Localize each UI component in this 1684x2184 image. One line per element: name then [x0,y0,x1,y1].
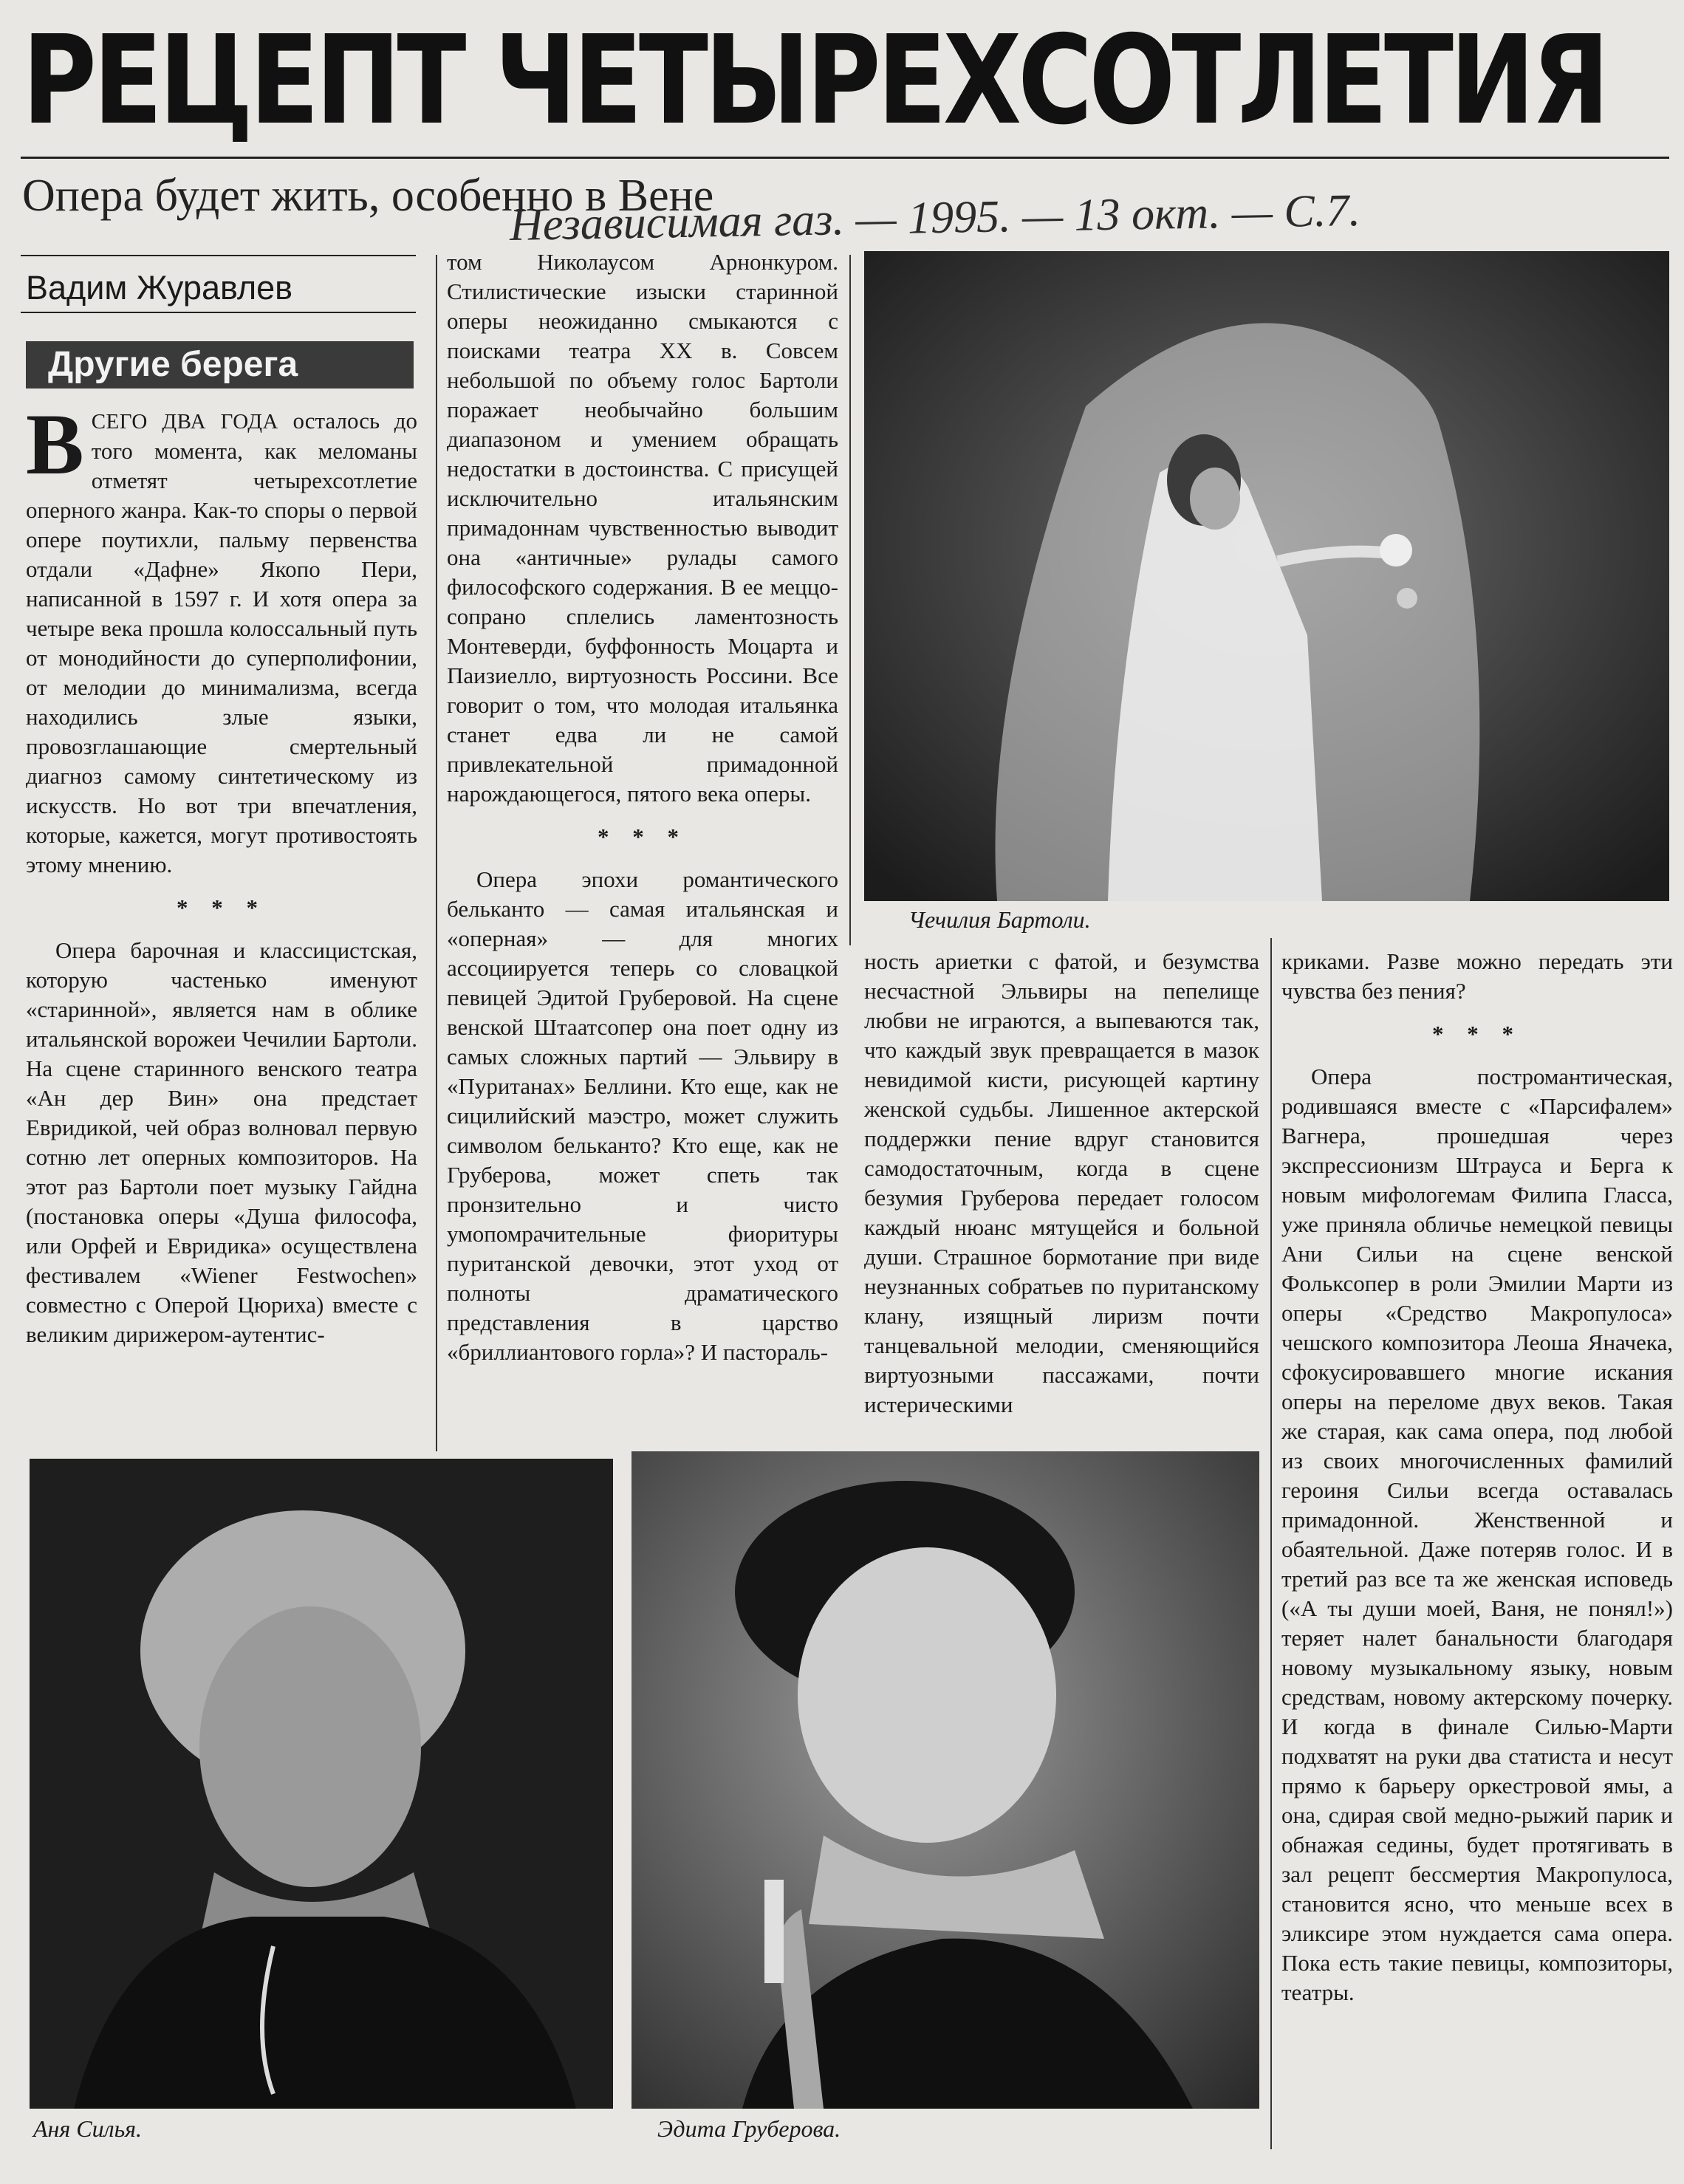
byline: Вадим Журавлев [26,269,293,307]
headline-rule [21,157,1669,159]
column-4-paragraph-2: Опера постромантическая, родившаяся вместе с «Парсифалем» Вагнера, прошедшая через экспрессионизм Штрауса и Берга к новым мифологемам Филипа Гласса, уже приняла обличье немецкой певицы Ани Сильи на сцене венской Фольксопер в роли Эмилии Марти из оперы «Средство Макропулоса» чешского композитора Леоша Яначека, сфокусировавшего многие искания оперы на переломе двух веков. Такая же старая, как сама опера, под любой из своих многочисленных фамилий героиня Сильи всегда оставалась примадонной. Женственной и обаятельной. Даже потеряв голос. И в третий раз все та же женская исповедь («А ты души моей, Ваня, не понял!») теряет налет банальности благодаря новому музыкальному языку, новым средствам, новому актерскому почерку. И когда в финале Силью-Марти подхватят на руки два статиста и несут прямо к барьеру оркестровой ямы, а она, сдирая свой медно-рыжий парик и обнажая седины, будет протягивать в зал рецепт бессмертия Макропулоса, становится ясно, что меньше всех в эликсире этом нуждается сама опера. Пока есть такие певицы, композиторы, театры. [1281,1064,1673,2005]
headline: РЕЦЕПТ ЧЕТЫРЕХСОТЛЕТИЯ [22,10,1606,152]
photo-anja-silja [30,1459,613,2109]
column-1-paragraph-2: Опера барочная и классицистская, которую частенько именуют «старинной», является нам в облике итальянской ворожеи Чечилии Бартоли. На сцене старинного венского театра «Ан дер Вин» она предстает Евридикой, чей образ волновал первую сотню лет оперных композиторов. На этот раз Бартоли поет музыку Гайдна (постановка оперы «Душа философа, или Орфей и Евридика» осуществлена фестивалем «Wiener Festwochen» совместно с Оперой Цюриха) вместе с великим дирижером-аутентис- [26,937,417,1347]
byline-rule-top [21,255,416,256]
handwritten-note: Независимая газ. — 1995. — 13 окт. — С.7. [509,185,1361,251]
subheadline: Опера будет жить, особенно в Вене [22,171,714,221]
column-rule-3 [1270,938,1272,2149]
rubric-label: Другие берега [26,341,414,388]
lead-caps: СЕГО ДВА ГОДА [91,410,278,434]
caption-bartoli: Чечилия Бартоли. [908,906,1091,933]
section-separator: * * * [598,824,688,849]
silja-photo-image [30,1459,613,2109]
byline-rule-bottom [21,312,416,313]
caption-gruberova: Эдита Груберова. [657,2115,841,2142]
gruberova-photo-image [632,1451,1259,2109]
article-column-4 [1281,947,1673,2151]
photo-cecilia-bartoli [864,251,1669,901]
column-3-paragraph-1: ность ариетки с фатой, и безумства несчастной Эльвиры на пепелище любви не играются, а выпеваются так, что каждый звук превращается в мазок невидимой кисти, рисующей картину женской судьбы. Лишенное актерской поддержки пение вдруг становится самодостаточным, когда в сцене безумия Груберова передает голосом каждый нюанс мятущейся и больной души. Страшное бормотание при виде неузнанных собратьев по пуританскому клану, изящный лиризм почти танцевальной мелодии, сменяющийся виртуозными пассажами, почти истерическими [864,948,1259,1417]
article-column-2 [447,247,838,1444]
column-rule-1 [436,255,437,1451]
photo-edita-gruberova [632,1451,1259,2109]
column-4-paragraph-1: криками. Разве можно передать эти чувства без пения? [1281,948,1673,1004]
column-2-paragraph-2: Опера эпохи романтического бельканто — самая итальянская и «оперная» — для многих ассоциируется теперь со словацкой певицей Эдитой Груберовой. На сцене венской Штаатсопер она поет одну из самых сложных партий — Эльвиру в «Пуританах» Беллини. Кто еще, как не сицилийский маэстро, может служить символом бельканто? Кто еще, как не Груберова, может спеть так пронзительно и чисто умопомрачительные фиоритуры пуританской девочки, этот уход от полноты драматического представления в царство «бриллиантового горла»? И пастораль- [447,866,838,1365]
article-column-3 [864,947,1259,1460]
bartoli-photo-image [864,251,1669,901]
section-separator: * * * [177,894,267,920]
article-column-1 [26,406,417,1448]
column-2-paragraph-1: том Николаусом Арнонкуром. Стилистические изыски старинной оперы неожиданно смыкаются с поисками театра XX в. Совсем небольшой по объему голос Бартоли поражает необычайно большим диапазоном и умением обращать недостатки в достоинства. С присущей исключительно итальянским примадоннам чувственностью выводит она «античные» рулады самого философского содержания. В ее меццо-сопрано сплелись ламентозность Монтеверди, буффонность Моцарта и Паизиелло, виртуозность Россини. Все говорит о том, что молодая итальянка станет едва ли не самой привлекательной примадонной нарождающегося, пятого века оперы. [447,249,838,807]
column-rule-2 [849,255,851,945]
section-separator: * * * [1432,1021,1522,1047]
caption-silja: Аня Силья. [33,2115,143,2142]
drop-cap: В [26,406,84,493]
column-1-paragraph-1: осталось до того момента, как меломаны отметят четырехсотлетие оперного жанра. Как-то споры о первой опере поутихли, пальму первенства отдали «Дафне» Якопо Пери, написанной в 1597 г. И хотя опера за четыре века прошла колоссальный путь от монодийности до суперполифонии, от мелодии до минимализма, всегда находились злые языки, провозглашающие смертельный диагноз самому синтетическому из искусств. Но вот три впечатления, которые, кажется, могут противостоять этому мнению. [26,408,417,877]
